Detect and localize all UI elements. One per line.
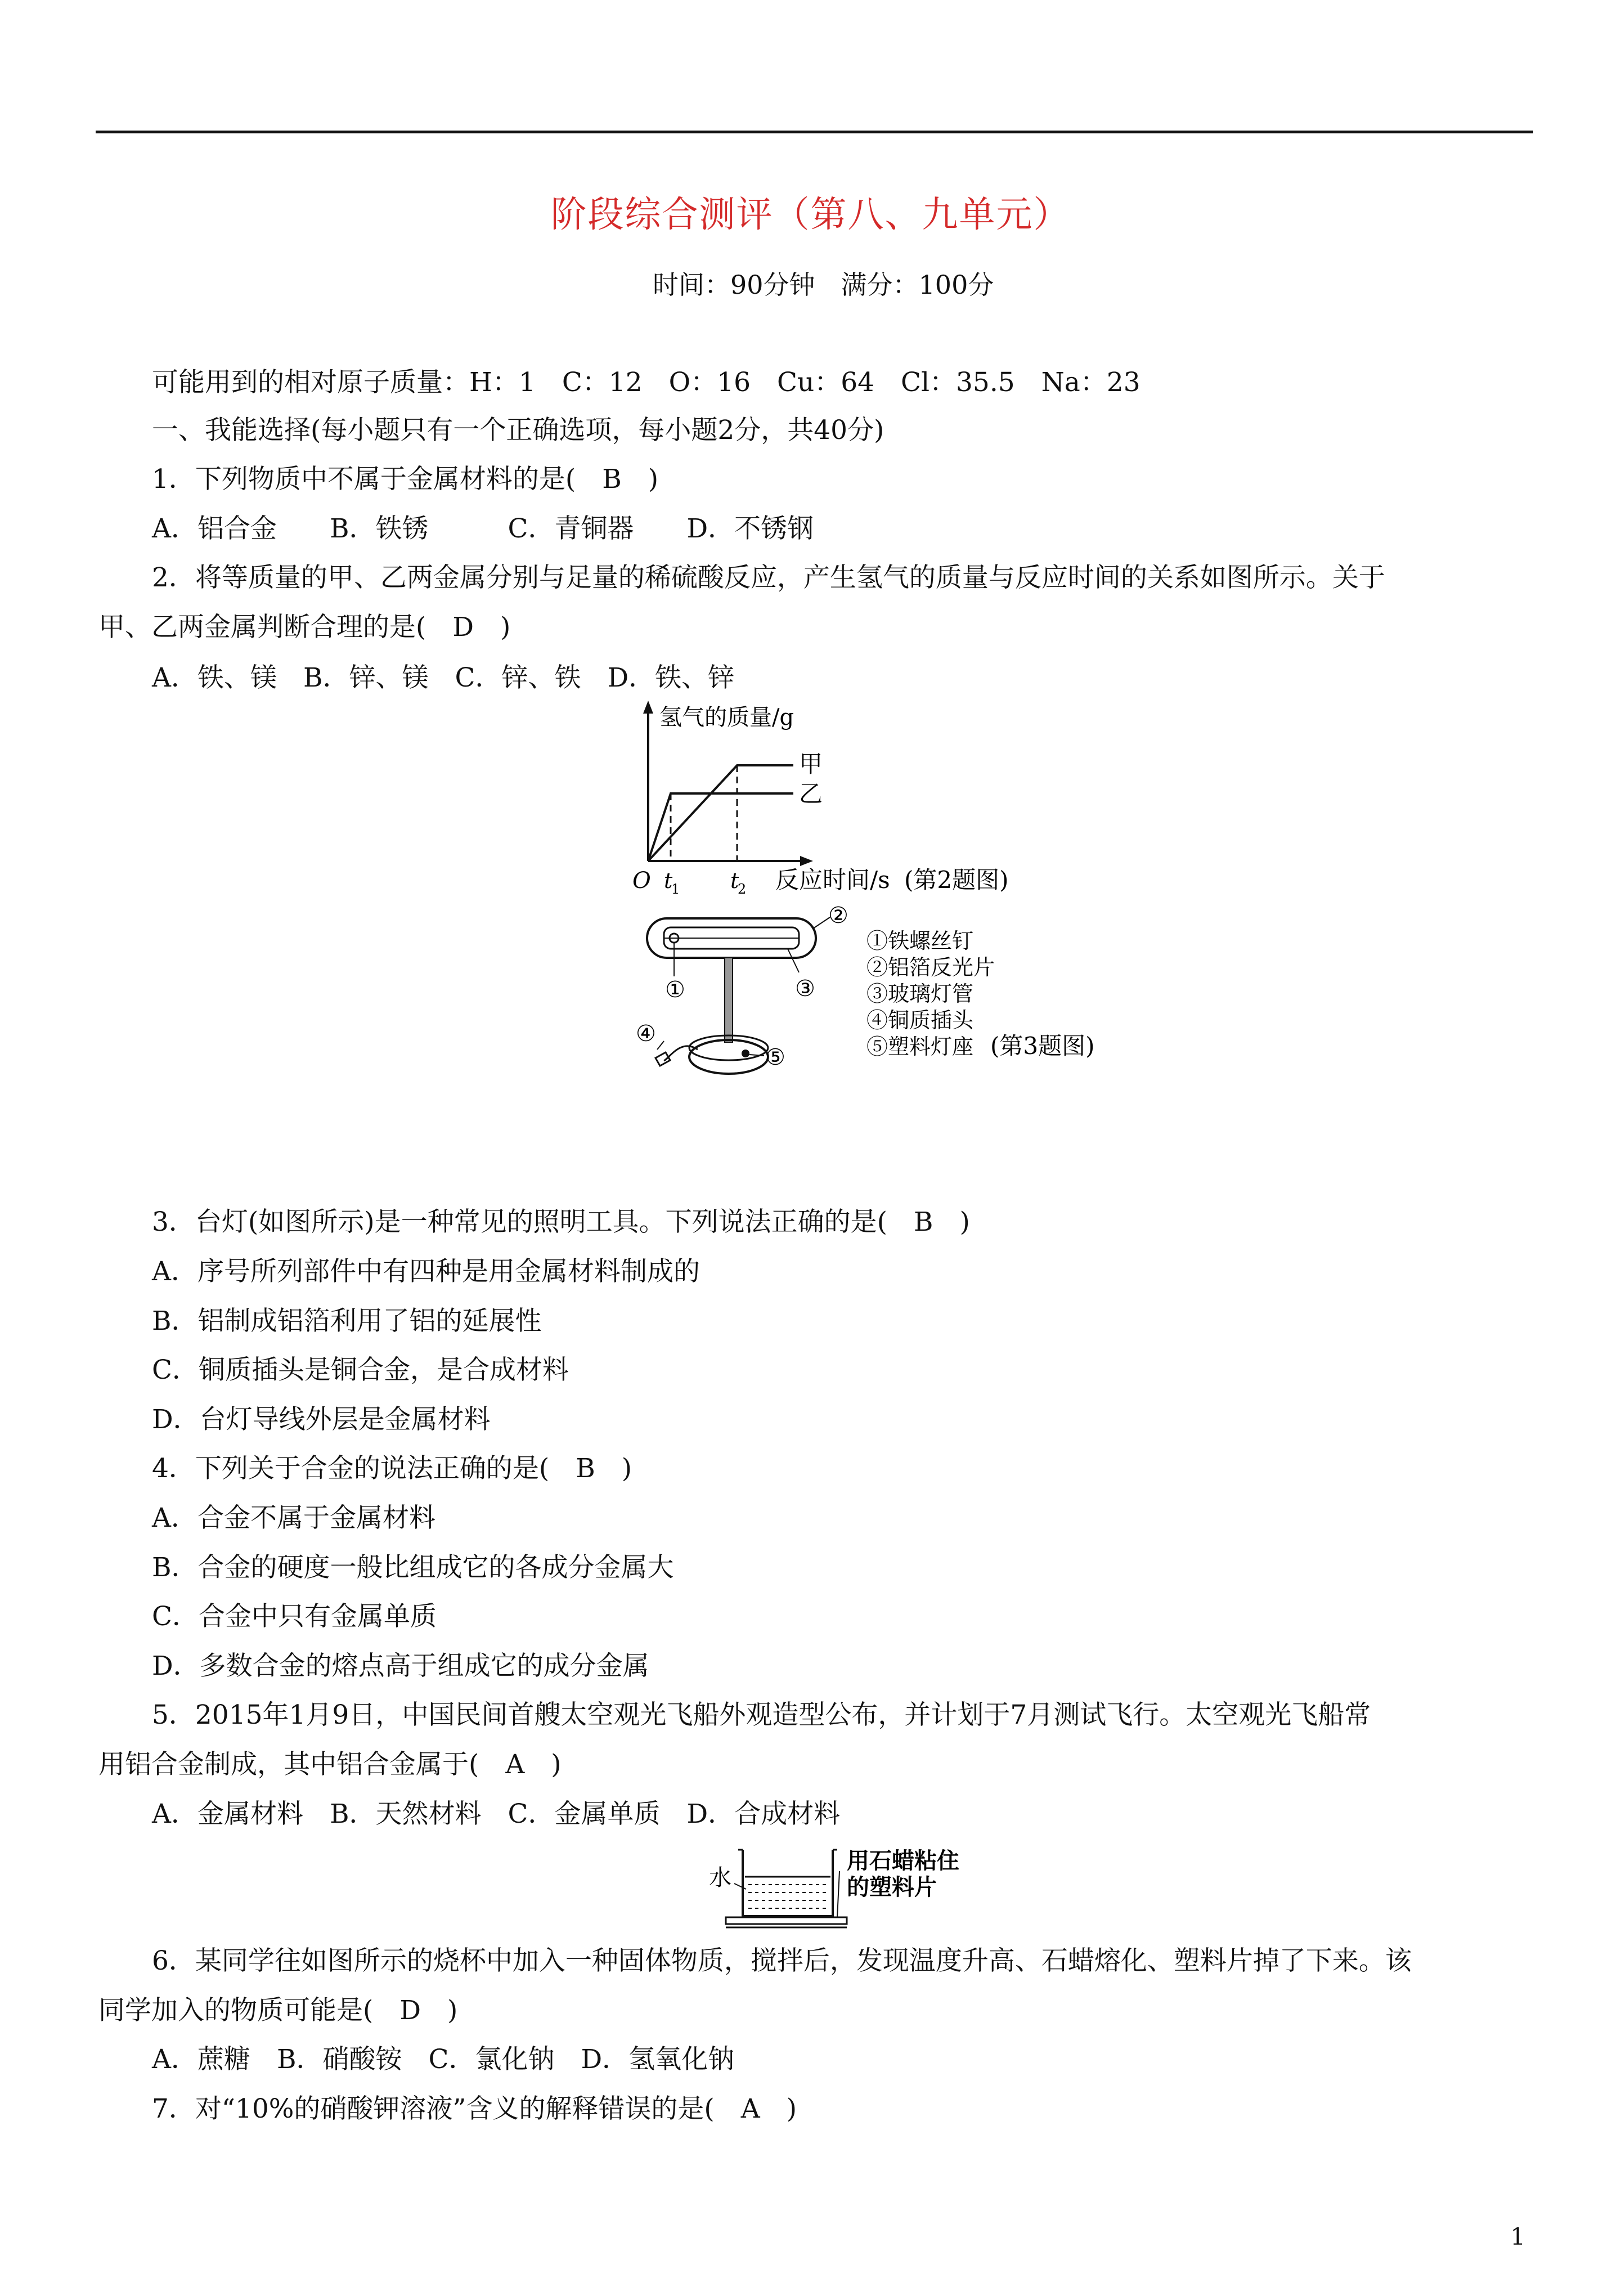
legend-item-5: ⑤塑料灯座 <box>866 1034 974 1059</box>
q5-options: A．金属材料 B．天然材料 C．金属单质 D．合成材料 <box>152 1799 841 1829</box>
series-jia-line <box>648 765 793 861</box>
legend-item-3: ③玻璃灯管 <box>866 981 974 1006</box>
atomic-masses: 可能用到的相对原子质量：H：1 C：12 O：16 Cu：64 Cl：35.5 Na：23 <box>152 367 1140 398</box>
q6-stem-line2: 同学加入的物质可能是( D ) <box>98 1995 458 2026</box>
q3-option-d: D．台灯导线外层是金属材料 <box>152 1404 491 1435</box>
plastic-label-2: 的塑料片 <box>847 1874 937 1900</box>
q1-options: A．铝合金 B．铁锈 C．青铜器 D．不锈钢 <box>152 513 814 544</box>
q4-stem: 4．下列关于合金的说法正确的是( B ) <box>152 1453 632 1484</box>
q5-stem-line2: 用铝合金制成，其中铝合金属于( A ) <box>98 1749 562 1780</box>
plug <box>655 1052 670 1066</box>
q2-stem-line2: 甲、乙两金属判断合理的是( D ) <box>98 612 511 643</box>
q6-options: A．蔗糖 B．硝酸铵 C．氯化钠 D．氢氧化钠 <box>152 2044 735 2075</box>
series-yi-label: 乙 <box>799 780 823 808</box>
q2-stem-line1: 2．将等质量的甲、乙两金属分别与足量的稀硫酸反应，产生氢气的质量与反应时间的关系如图所示。关于 <box>152 562 1385 593</box>
water <box>745 1877 830 1915</box>
page-title: 阶段综合测评（第八、九单元） <box>550 194 1071 236</box>
marker-4: ④ <box>636 1021 656 1047</box>
t1-label: t <box>664 868 673 893</box>
lamp-stem <box>725 958 733 1042</box>
q2-figure <box>625 698 1075 914</box>
q2-options: A．铁、镁 B．锌、镁 C．锌、铁 D．铁、锌 <box>152 662 735 693</box>
marker-3: ③ <box>795 976 815 1002</box>
plastic-label-1: 用石蜡粘住 <box>847 1847 959 1874</box>
q7-stem: 7．对“10%的硝酸钾溶液”含义的解释错误的是( A ) <box>152 2093 797 2124</box>
legend-item-4: ④铜质插头 <box>866 1008 974 1033</box>
marker-5: ⑤ <box>765 1044 785 1070</box>
x-axis-arrow <box>800 856 813 866</box>
water-label: 水 <box>709 1865 731 1891</box>
fig3-caption: (第3题图) <box>990 1032 1095 1060</box>
q4-option-a: A．合金不属于金属材料 <box>152 1503 435 1533</box>
t2-label: t <box>730 868 739 893</box>
marker-1: ① <box>665 977 685 1003</box>
legend-item-2: ②铝箔反光片 <box>866 955 995 980</box>
y-axis-label: 氢气的质量/g <box>659 705 794 730</box>
q4-option-d: D．多数合金的熔点高于组成它的成分金属 <box>152 1651 649 1681</box>
section-heading: 一、我能选择(每小题只有一个正确选项，每小题2分，共40分) <box>152 415 884 446</box>
q3-figure <box>630 906 1182 1094</box>
q6-stem-line1: 6．某同学往如图所示的烧杯中加入一种固体物质，搅拌后，发现温度升高、石蜡熔化、塑料片掉了下来。该 <box>152 1945 1412 1976</box>
origin-label: O <box>632 868 651 894</box>
y-axis-arrow <box>643 701 653 714</box>
plastic-sheet <box>726 1917 847 1924</box>
series-jia-label: 甲 <box>799 750 823 778</box>
q3-option-a: A．序号所列部件中有四种是用金属材料制成的 <box>152 1256 700 1287</box>
q4-option-c: C．合金中只有金属单质 <box>152 1601 437 1632</box>
q6-figure <box>709 1843 1002 1935</box>
q5-stem-line1: 5．2015年1月9日，中国民间首艘太空观光飞船外观造型公布，并计划于7月测试飞行。太空观光飞船常 <box>152 1699 1371 1730</box>
q3-stem: 3．台灯(如图所示)是一种常见的照明工具。下列说法正确的是( B ) <box>152 1207 970 1237</box>
marker-2: ② <box>828 906 848 929</box>
q1-stem: 1．下列物质中不属于金属材料的是( B ) <box>152 464 659 495</box>
header-rule <box>96 131 1533 133</box>
exam-info: 时间：90分钟 满分：100分 <box>653 270 994 300</box>
t2-subscript: 2 <box>738 881 747 897</box>
q3-option-b: B．铝制成铝箔利用了铝的延展性 <box>152 1306 542 1337</box>
x-axis-label: 反应时间/s <box>775 866 890 894</box>
legend-item-1: ①铁螺丝钉 <box>866 929 974 953</box>
t1-subscript: 1 <box>671 881 680 897</box>
q4-option-b: B．合金的硬度一般比组成它的各成分金属大 <box>152 1552 674 1583</box>
page-number: 1 <box>1510 2223 1525 2250</box>
q3-option-c: C．铜质插头是铜合金，是合成材料 <box>152 1355 569 1385</box>
fig2-caption: (第2题图) <box>904 866 1009 894</box>
